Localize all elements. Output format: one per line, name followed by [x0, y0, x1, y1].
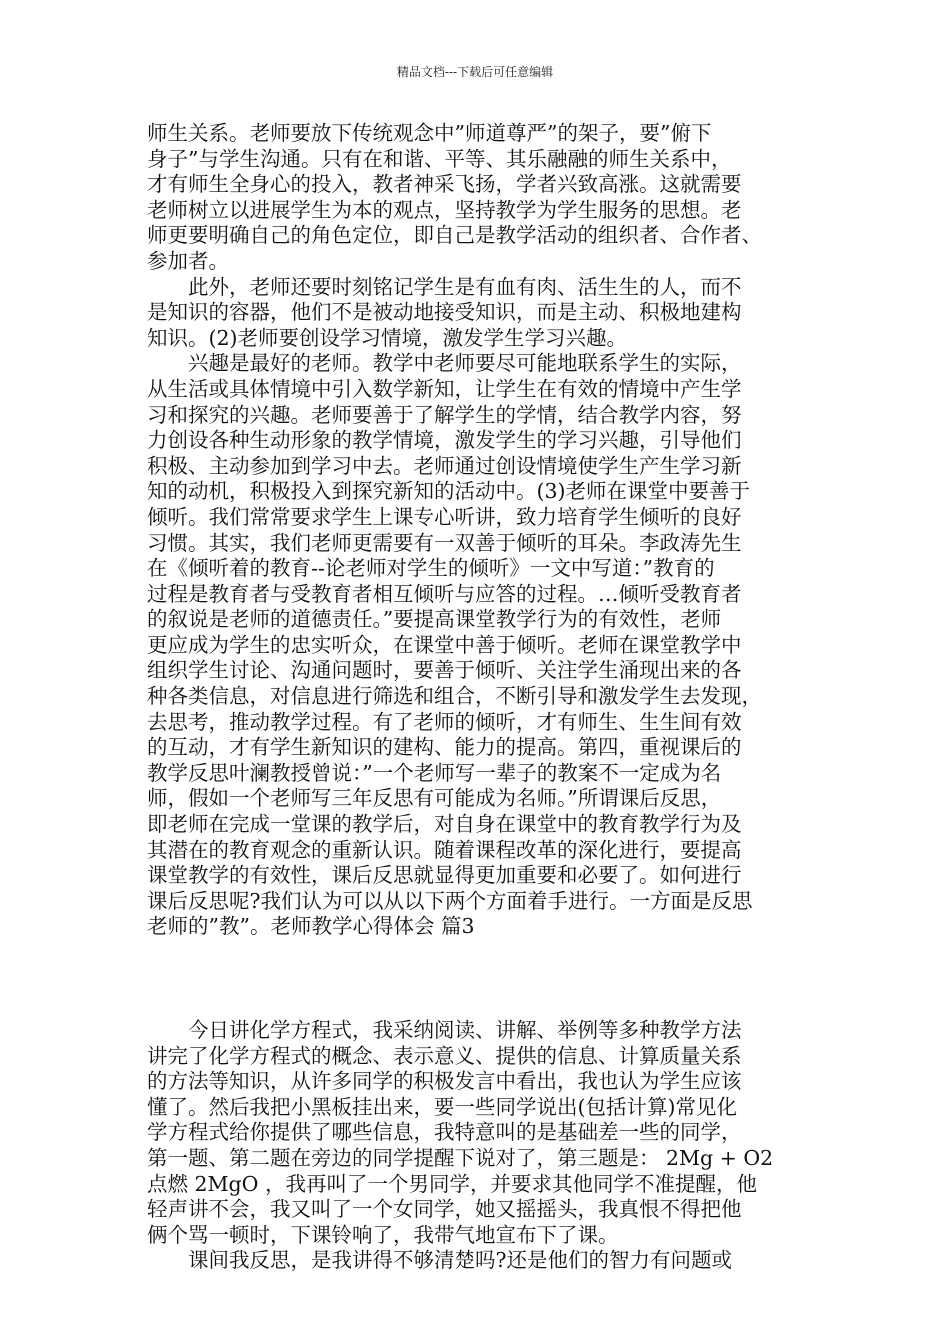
- text-line: 讲完了化学方程式的概念、表示意义、提供的信息、计算质量关系: [147, 1043, 742, 1068]
- text-line: 习和探究的兴趣。老师要善于了解学生的学情，结合教学内容，努: [147, 402, 742, 427]
- text-line: 组织学生讨论、沟通问题时，要善于倾听、关注学生涌现出来的各: [147, 658, 742, 683]
- text-line: 师，假如一个老师写三年反思有可能成为名师。”所谓课后反思，: [147, 786, 722, 811]
- text-line: 习惯。其实，我们老师更需要有一双善于倾听的耳朵。李政涛先生: [147, 530, 742, 555]
- text-line: 的互动，才有学生新知识的建构、能力的提高。第四，重视课后的: [147, 735, 742, 760]
- text-line: 种各类信息，对信息进行筛选和组合，不断引导和激发学生去发现，: [147, 684, 762, 709]
- document-body: [147, 121, 807, 1274]
- text-line: 是知识的容器，他们不是被动地接受知识，而是主动、积极地建构: [147, 300, 742, 325]
- text-line: 师生关系。老师要放下传统观念中”师道尊严”的架子，要”俯下: [147, 121, 712, 145]
- text-line: 的叙说是老师的道德责任。”要提高课堂教学行为的有效性，老师: [147, 607, 722, 632]
- text-line: 力创设各种生动形象的教学情境，激发学生的学习兴趣，引导他们: [147, 428, 742, 453]
- text-line: 懂了。然后我把小黑板挂出来，要一些同学说出(包括计算)常见化: [147, 1094, 737, 1119]
- text-line: 去思考，推动教学过程。有了老师的倾听，才有师生、生生间有效: [147, 709, 742, 734]
- section-gap: [147, 940, 807, 1018]
- text-line: 第一题、第二题在旁边的同学提醒下说对了，第三题是： 2Mg + O2: [147, 1145, 774, 1170]
- text-line: 老师的”教”。老师教学心得体会 篇3: [147, 914, 475, 939]
- text-line: 课堂教学的有效性，课后反思就显得更加重要和必要了。如何进行: [147, 863, 742, 888]
- text-line: 的方法等知识，从许多同学的积极发言中看出，我也认为学生应该: [147, 1069, 742, 1094]
- text-line: 点燃 2MgO ，我再叫了一个男同学，并要求其他同学不准提醒，他: [147, 1171, 757, 1196]
- text-line: 俩个骂一顿时，下课铃响了，我带气地宣布下了课。: [147, 1222, 619, 1247]
- text-line: 兴趣是最好的老师。教学中老师要尽可能地联系学生的实际，: [147, 351, 742, 376]
- text-line: 即老师在完成一堂课的教学后，对自身在课堂中的教育教学行为及: [147, 812, 742, 837]
- text-line: 教学反思叶澜教授曾说：”一个老师写一辈子的教案不一定成为名: [147, 760, 722, 785]
- text-line: 轻声讲不会，我又叫了一个女同学，她又摇摇头，我真恨不得把他: [147, 1197, 742, 1222]
- text-line: 课后反思呢?我们认为可以从以下两个方面着手进行。一方面是反思: [147, 888, 753, 913]
- text-block-one: [147, 121, 807, 940]
- text-line: 知识。(2)老师要创设学习情境，激发学生学习兴趣。: [147, 325, 628, 350]
- text-line: 过程是教育者与受教育者相互倾听与应答的过程。…倾听受教育者: [147, 581, 742, 606]
- text-line: 学方程式给你提供了哪些信息，我特意叫的是基础差一些的同学，: [147, 1120, 742, 1145]
- text-line: 积极、主动参加到学习中去。老师通过创设情境使学生产生学习新: [147, 453, 742, 478]
- text-line: 更应成为学生的忠实听众，在课堂中善于倾听。老师在课堂教学中: [147, 632, 742, 657]
- text-line: 在《倾听着的教育--论老师对学生的倾听》一文中写道：”教育的: [147, 556, 715, 581]
- text-line: 课间我反思，是我讲得不够清楚吗?还是他们的智力有问题或: [147, 1248, 732, 1273]
- text-line: 师更要明确自己的角色定位，即自己是教学活动的组织者、合作者、: [147, 223, 762, 248]
- text-block-two: [147, 1018, 807, 1274]
- text-line: 参加者。: [147, 248, 229, 273]
- text-line: 老师树立以进展学生为本的观点，坚持教学为学生服务的思想。老: [147, 197, 742, 222]
- text-line: 今日讲化学方程式，我采纳阅读、讲解、举例等多种教学方法: [147, 1018, 742, 1042]
- text-line: 才有师生全身心的投入，教者神采飞扬，学者兴致高涨。这就需要: [147, 172, 742, 197]
- text-line: 知的动机，积极投入到探究新知的活动中。(3)老师在课堂中要善于: [147, 479, 751, 504]
- page-header: 精品文档---下载后可任意编辑: [396, 65, 554, 79]
- text-line: 倾听。我们常常要求学生上课专心听讲，致力培育学生倾听的良好: [147, 504, 742, 529]
- text-line: 其潜在的教育观念的重新认识。随着课程改革的深化进行，要提高: [147, 837, 742, 862]
- text-line: 从生活或具体情境中引入数学新知，让学生在有效的情境中产生学: [147, 376, 742, 401]
- text-line: 身子”与学生沟通。只有在和谐、平等、其乐融融的师生关系中，: [147, 146, 732, 171]
- text-line: 此外，老师还要时刻铭记学生是有血有肉、活生生的人，而不: [147, 274, 742, 299]
